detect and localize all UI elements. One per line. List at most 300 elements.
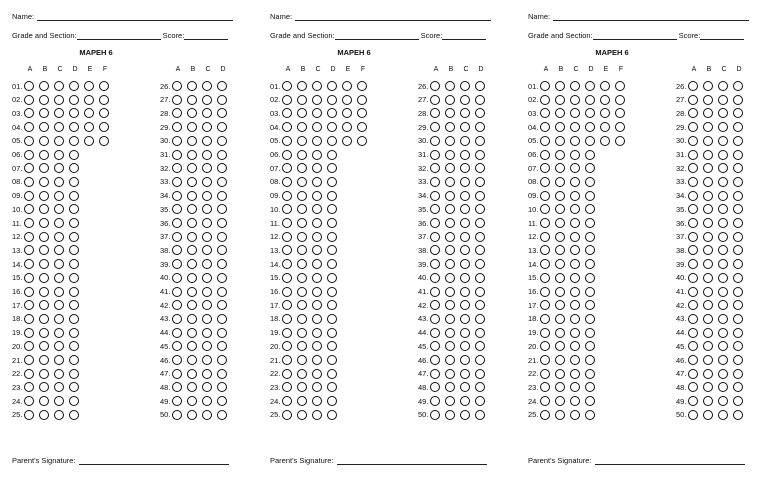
answer-bubble[interactable]	[297, 95, 307, 105]
answer-bubble[interactable]	[217, 163, 227, 173]
answer-bubble[interactable]	[688, 232, 698, 242]
answer-bubble[interactable]	[733, 341, 743, 351]
answer-bubble[interactable]	[475, 396, 485, 406]
answer-bubble[interactable]	[540, 122, 550, 132]
answer-bubble[interactable]	[39, 382, 49, 392]
answer-bubble[interactable]	[39, 108, 49, 118]
answer-bubble[interactable]	[327, 218, 337, 228]
name-field[interactable]	[553, 12, 749, 21]
answer-bubble[interactable]	[54, 259, 64, 269]
answer-bubble[interactable]	[688, 177, 698, 187]
answer-bubble[interactable]	[217, 177, 227, 187]
answer-bubble[interactable]	[733, 287, 743, 297]
answer-bubble[interactable]	[172, 136, 182, 146]
answer-bubble[interactable]	[733, 382, 743, 392]
answer-bubble[interactable]	[312, 410, 322, 420]
answer-bubble[interactable]	[24, 355, 34, 365]
answer-bubble[interactable]	[357, 122, 367, 132]
answer-bubble[interactable]	[688, 287, 698, 297]
answer-bubble[interactable]	[688, 163, 698, 173]
answer-bubble[interactable]	[570, 81, 580, 91]
answer-bubble[interactable]	[703, 314, 713, 324]
answer-bubble[interactable]	[54, 218, 64, 228]
answer-bubble[interactable]	[187, 259, 197, 269]
answer-bubble[interactable]	[187, 136, 197, 146]
answer-bubble[interactable]	[342, 95, 352, 105]
answer-bubble[interactable]	[202, 108, 212, 118]
answer-bubble[interactable]	[703, 396, 713, 406]
answer-bubble[interactable]	[69, 328, 79, 338]
answer-bubble[interactable]	[718, 122, 728, 132]
answer-bubble[interactable]	[202, 232, 212, 242]
answer-bubble[interactable]	[475, 81, 485, 91]
answer-bubble[interactable]	[69, 396, 79, 406]
answer-bubble[interactable]	[187, 300, 197, 310]
answer-bubble[interactable]	[297, 259, 307, 269]
answer-bubble[interactable]	[733, 191, 743, 201]
answer-bubble[interactable]	[688, 245, 698, 255]
answer-bubble[interactable]	[39, 396, 49, 406]
answer-bubble[interactable]	[555, 245, 565, 255]
answer-bubble[interactable]	[460, 81, 470, 91]
answer-bubble[interactable]	[282, 150, 292, 160]
answer-bubble[interactable]	[718, 232, 728, 242]
answer-bubble[interactable]	[585, 81, 595, 91]
answer-bubble[interactable]	[703, 369, 713, 379]
answer-bubble[interactable]	[297, 396, 307, 406]
answer-bubble[interactable]	[39, 150, 49, 160]
answer-bubble[interactable]	[733, 122, 743, 132]
answer-bubble[interactable]	[430, 287, 440, 297]
answer-bubble[interactable]	[555, 204, 565, 214]
answer-bubble[interactable]	[475, 328, 485, 338]
answer-bubble[interactable]	[187, 410, 197, 420]
answer-bubble[interactable]	[282, 177, 292, 187]
answer-bubble[interactable]	[282, 341, 292, 351]
answer-bubble[interactable]	[460, 177, 470, 187]
answer-bubble[interactable]	[54, 314, 64, 324]
answer-bubble[interactable]	[718, 259, 728, 269]
answer-bubble[interactable]	[54, 191, 64, 201]
answer-bubble[interactable]	[445, 191, 455, 201]
answer-bubble[interactable]	[24, 273, 34, 283]
answer-bubble[interactable]	[430, 341, 440, 351]
answer-bubble[interactable]	[187, 108, 197, 118]
answer-bubble[interactable]	[202, 300, 212, 310]
answer-bubble[interactable]	[54, 341, 64, 351]
answer-bubble[interactable]	[585, 95, 595, 105]
answer-bubble[interactable]	[475, 341, 485, 351]
answer-bubble[interactable]	[615, 95, 625, 105]
answer-bubble[interactable]	[312, 108, 322, 118]
answer-bubble[interactable]	[585, 177, 595, 187]
answer-bubble[interactable]	[688, 150, 698, 160]
answer-bubble[interactable]	[555, 355, 565, 365]
answer-bubble[interactable]	[282, 245, 292, 255]
answer-bubble[interactable]	[460, 95, 470, 105]
answer-bubble[interactable]	[570, 122, 580, 132]
answer-bubble[interactable]	[312, 328, 322, 338]
answer-bubble[interactable]	[297, 232, 307, 242]
answer-bubble[interactable]	[555, 259, 565, 269]
answer-bubble[interactable]	[202, 245, 212, 255]
answer-bubble[interactable]	[688, 328, 698, 338]
answer-bubble[interactable]	[297, 150, 307, 160]
answer-bubble[interactable]	[445, 108, 455, 118]
answer-bubble[interactable]	[703, 163, 713, 173]
answer-bubble[interactable]	[540, 108, 550, 118]
answer-bubble[interactable]	[703, 122, 713, 132]
answer-bubble[interactable]	[187, 177, 197, 187]
answer-bubble[interactable]	[585, 273, 595, 283]
answer-bubble[interactable]	[585, 136, 595, 146]
answer-bubble[interactable]	[187, 191, 197, 201]
answer-bubble[interactable]	[555, 410, 565, 420]
answer-bubble[interactable]	[460, 314, 470, 324]
answer-bubble[interactable]	[585, 410, 595, 420]
answer-bubble[interactable]	[217, 232, 227, 242]
answer-bubble[interactable]	[540, 245, 550, 255]
answer-bubble[interactable]	[445, 369, 455, 379]
answer-bubble[interactable]	[282, 410, 292, 420]
answer-bubble[interactable]	[585, 355, 595, 365]
answer-bubble[interactable]	[718, 369, 728, 379]
answer-bubble[interactable]	[69, 314, 79, 324]
answer-bubble[interactable]	[217, 108, 227, 118]
answer-bubble[interactable]	[570, 355, 580, 365]
answer-bubble[interactable]	[718, 341, 728, 351]
answer-bubble[interactable]	[217, 81, 227, 91]
answer-bubble[interactable]	[327, 396, 337, 406]
answer-bubble[interactable]	[688, 95, 698, 105]
answer-bubble[interactable]	[172, 355, 182, 365]
answer-bubble[interactable]	[555, 396, 565, 406]
answer-bubble[interactable]	[39, 163, 49, 173]
answer-bubble[interactable]	[297, 108, 307, 118]
answer-bubble[interactable]	[39, 95, 49, 105]
answer-bubble[interactable]	[39, 218, 49, 228]
answer-bubble[interactable]	[342, 136, 352, 146]
answer-bubble[interactable]	[555, 122, 565, 132]
answer-bubble[interactable]	[540, 355, 550, 365]
answer-bubble[interactable]	[703, 204, 713, 214]
answer-bubble[interactable]	[585, 382, 595, 392]
answer-bubble[interactable]	[282, 218, 292, 228]
answer-bubble[interactable]	[202, 191, 212, 201]
answer-bubble[interactable]	[24, 204, 34, 214]
answer-bubble[interactable]	[24, 108, 34, 118]
answer-bubble[interactable]	[570, 95, 580, 105]
answer-bubble[interactable]	[39, 136, 49, 146]
answer-bubble[interactable]	[39, 245, 49, 255]
answer-bubble[interactable]	[430, 369, 440, 379]
answer-bubble[interactable]	[69, 273, 79, 283]
answer-bubble[interactable]	[282, 287, 292, 297]
answer-bubble[interactable]	[187, 232, 197, 242]
answer-bubble[interactable]	[84, 122, 94, 132]
answer-bubble[interactable]	[445, 122, 455, 132]
answer-bubble[interactable]	[570, 232, 580, 242]
answer-bubble[interactable]	[585, 204, 595, 214]
answer-bubble[interactable]	[39, 191, 49, 201]
answer-bubble[interactable]	[357, 95, 367, 105]
answer-bubble[interactable]	[475, 287, 485, 297]
answer-bubble[interactable]	[460, 328, 470, 338]
answer-bubble[interactable]	[187, 81, 197, 91]
answer-bubble[interactable]	[430, 396, 440, 406]
answer-bubble[interactable]	[733, 300, 743, 310]
answer-bubble[interactable]	[39, 122, 49, 132]
answer-bubble[interactable]	[172, 328, 182, 338]
answer-bubble[interactable]	[24, 81, 34, 91]
answer-bubble[interactable]	[615, 122, 625, 132]
answer-bubble[interactable]	[585, 218, 595, 228]
answer-bubble[interactable]	[217, 314, 227, 324]
answer-bubble[interactable]	[327, 204, 337, 214]
answer-bubble[interactable]	[327, 314, 337, 324]
answer-bubble[interactable]	[703, 81, 713, 91]
answer-bubble[interactable]	[445, 273, 455, 283]
answer-bubble[interactable]	[555, 369, 565, 379]
answer-bubble[interactable]	[445, 245, 455, 255]
answer-bubble[interactable]	[600, 81, 610, 91]
answer-bubble[interactable]	[585, 396, 595, 406]
answer-bubble[interactable]	[172, 232, 182, 242]
answer-bubble[interactable]	[540, 410, 550, 420]
answer-bubble[interactable]	[172, 108, 182, 118]
answer-bubble[interactable]	[733, 369, 743, 379]
answer-bubble[interactable]	[39, 355, 49, 365]
answer-bubble[interactable]	[172, 314, 182, 324]
answer-bubble[interactable]	[312, 136, 322, 146]
answer-bubble[interactable]	[312, 382, 322, 392]
answer-bubble[interactable]	[24, 369, 34, 379]
answer-bubble[interactable]	[540, 191, 550, 201]
answer-bubble[interactable]	[703, 232, 713, 242]
answer-bubble[interactable]	[555, 177, 565, 187]
answer-bubble[interactable]	[445, 410, 455, 420]
answer-bubble[interactable]	[217, 369, 227, 379]
answer-bubble[interactable]	[475, 204, 485, 214]
answer-bubble[interactable]	[718, 273, 728, 283]
answer-bubble[interactable]	[733, 396, 743, 406]
answer-bubble[interactable]	[312, 259, 322, 269]
answer-bubble[interactable]	[327, 382, 337, 392]
answer-bubble[interactable]	[430, 382, 440, 392]
answer-bubble[interactable]	[585, 108, 595, 118]
answer-bubble[interactable]	[327, 245, 337, 255]
answer-bubble[interactable]	[99, 136, 109, 146]
score-field[interactable]	[184, 31, 228, 40]
answer-bubble[interactable]	[69, 245, 79, 255]
answer-bubble[interactable]	[282, 95, 292, 105]
answer-bubble[interactable]	[703, 341, 713, 351]
answer-bubble[interactable]	[327, 81, 337, 91]
answer-bubble[interactable]	[84, 136, 94, 146]
answer-bubble[interactable]	[688, 341, 698, 351]
answer-bubble[interactable]	[217, 191, 227, 201]
answer-bubble[interactable]	[733, 314, 743, 324]
answer-bubble[interactable]	[217, 300, 227, 310]
answer-bubble[interactable]	[342, 122, 352, 132]
answer-bubble[interactable]	[703, 259, 713, 269]
answer-bubble[interactable]	[475, 136, 485, 146]
answer-bubble[interactable]	[39, 81, 49, 91]
answer-bubble[interactable]	[217, 150, 227, 160]
answer-bubble[interactable]	[24, 150, 34, 160]
answer-bubble[interactable]	[39, 300, 49, 310]
answer-bubble[interactable]	[570, 341, 580, 351]
answer-bubble[interactable]	[475, 355, 485, 365]
answer-bubble[interactable]	[327, 191, 337, 201]
answer-bubble[interactable]	[430, 314, 440, 324]
answer-bubble[interactable]	[430, 204, 440, 214]
answer-bubble[interactable]	[312, 122, 322, 132]
answer-bubble[interactable]	[202, 328, 212, 338]
answer-bubble[interactable]	[69, 95, 79, 105]
answer-bubble[interactable]	[172, 191, 182, 201]
answer-bubble[interactable]	[445, 396, 455, 406]
answer-bubble[interactable]	[312, 204, 322, 214]
answer-bubble[interactable]	[445, 382, 455, 392]
answer-bubble[interactable]	[24, 122, 34, 132]
answer-bubble[interactable]	[297, 328, 307, 338]
answer-bubble[interactable]	[217, 328, 227, 338]
answer-bubble[interactable]	[430, 245, 440, 255]
answer-bubble[interactable]	[187, 396, 197, 406]
answer-bubble[interactable]	[540, 259, 550, 269]
answer-bubble[interactable]	[202, 177, 212, 187]
answer-bubble[interactable]	[430, 108, 440, 118]
answer-bubble[interactable]	[600, 122, 610, 132]
answer-bubble[interactable]	[54, 300, 64, 310]
answer-bubble[interactable]	[475, 314, 485, 324]
answer-bubble[interactable]	[69, 81, 79, 91]
answer-bubble[interactable]	[39, 369, 49, 379]
answer-bubble[interactable]	[445, 136, 455, 146]
answer-bubble[interactable]	[24, 300, 34, 310]
answer-bubble[interactable]	[460, 232, 470, 242]
answer-bubble[interactable]	[312, 232, 322, 242]
answer-bubble[interactable]	[430, 328, 440, 338]
parent-signature-field[interactable]	[337, 456, 487, 465]
answer-bubble[interactable]	[688, 136, 698, 146]
answer-bubble[interactable]	[445, 163, 455, 173]
answer-bubble[interactable]	[430, 136, 440, 146]
answer-bubble[interactable]	[312, 95, 322, 105]
answer-bubble[interactable]	[69, 259, 79, 269]
answer-bubble[interactable]	[703, 328, 713, 338]
answer-bubble[interactable]	[540, 163, 550, 173]
answer-bubble[interactable]	[430, 122, 440, 132]
answer-bubble[interactable]	[327, 328, 337, 338]
answer-bubble[interactable]	[570, 300, 580, 310]
answer-bubble[interactable]	[54, 232, 64, 242]
answer-bubble[interactable]	[718, 396, 728, 406]
answer-bubble[interactable]	[615, 136, 625, 146]
answer-bubble[interactable]	[54, 410, 64, 420]
answer-bubble[interactable]	[282, 355, 292, 365]
answer-bubble[interactable]	[460, 108, 470, 118]
answer-bubble[interactable]	[555, 314, 565, 324]
parent-signature-field[interactable]	[79, 456, 229, 465]
answer-bubble[interactable]	[733, 245, 743, 255]
score-field[interactable]	[700, 31, 744, 40]
answer-bubble[interactable]	[703, 95, 713, 105]
answer-bubble[interactable]	[475, 108, 485, 118]
answer-bubble[interactable]	[475, 163, 485, 173]
answer-bubble[interactable]	[540, 218, 550, 228]
answer-bubble[interactable]	[342, 108, 352, 118]
answer-bubble[interactable]	[570, 108, 580, 118]
answer-bubble[interactable]	[39, 273, 49, 283]
answer-bubble[interactable]	[585, 300, 595, 310]
answer-bubble[interactable]	[733, 81, 743, 91]
answer-bubble[interactable]	[297, 273, 307, 283]
answer-bubble[interactable]	[312, 341, 322, 351]
answer-bubble[interactable]	[202, 259, 212, 269]
answer-bubble[interactable]	[688, 314, 698, 324]
answer-bubble[interactable]	[187, 369, 197, 379]
answer-bubble[interactable]	[703, 191, 713, 201]
answer-bubble[interactable]	[327, 273, 337, 283]
answer-bubble[interactable]	[703, 177, 713, 187]
answer-bubble[interactable]	[69, 122, 79, 132]
answer-bubble[interactable]	[540, 300, 550, 310]
answer-bubble[interactable]	[217, 410, 227, 420]
answer-bubble[interactable]	[217, 355, 227, 365]
answer-bubble[interactable]	[39, 410, 49, 420]
answer-bubble[interactable]	[540, 287, 550, 297]
answer-bubble[interactable]	[69, 341, 79, 351]
answer-bubble[interactable]	[460, 163, 470, 173]
score-field[interactable]	[442, 31, 486, 40]
answer-bubble[interactable]	[282, 191, 292, 201]
answer-bubble[interactable]	[475, 218, 485, 228]
name-field[interactable]	[37, 12, 233, 21]
answer-bubble[interactable]	[217, 341, 227, 351]
answer-bubble[interactable]	[585, 341, 595, 351]
answer-bubble[interactable]	[297, 300, 307, 310]
answer-bubble[interactable]	[202, 150, 212, 160]
answer-bubble[interactable]	[600, 95, 610, 105]
answer-bubble[interactable]	[217, 287, 227, 297]
answer-bubble[interactable]	[570, 410, 580, 420]
answer-bubble[interactable]	[555, 191, 565, 201]
answer-bubble[interactable]	[187, 150, 197, 160]
answer-bubble[interactable]	[703, 273, 713, 283]
answer-bubble[interactable]	[460, 369, 470, 379]
answer-bubble[interactable]	[312, 273, 322, 283]
answer-bubble[interactable]	[69, 150, 79, 160]
answer-bubble[interactable]	[327, 95, 337, 105]
answer-bubble[interactable]	[475, 122, 485, 132]
answer-bubble[interactable]	[172, 204, 182, 214]
answer-bubble[interactable]	[733, 108, 743, 118]
answer-bubble[interactable]	[39, 177, 49, 187]
answer-bubble[interactable]	[430, 163, 440, 173]
answer-bubble[interactable]	[99, 108, 109, 118]
answer-bubble[interactable]	[733, 328, 743, 338]
answer-bubble[interactable]	[733, 95, 743, 105]
answer-bubble[interactable]	[445, 341, 455, 351]
answer-bubble[interactable]	[718, 191, 728, 201]
answer-bubble[interactable]	[69, 108, 79, 118]
answer-bubble[interactable]	[24, 410, 34, 420]
answer-bubble[interactable]	[54, 177, 64, 187]
answer-bubble[interactable]	[475, 150, 485, 160]
answer-bubble[interactable]	[688, 259, 698, 269]
